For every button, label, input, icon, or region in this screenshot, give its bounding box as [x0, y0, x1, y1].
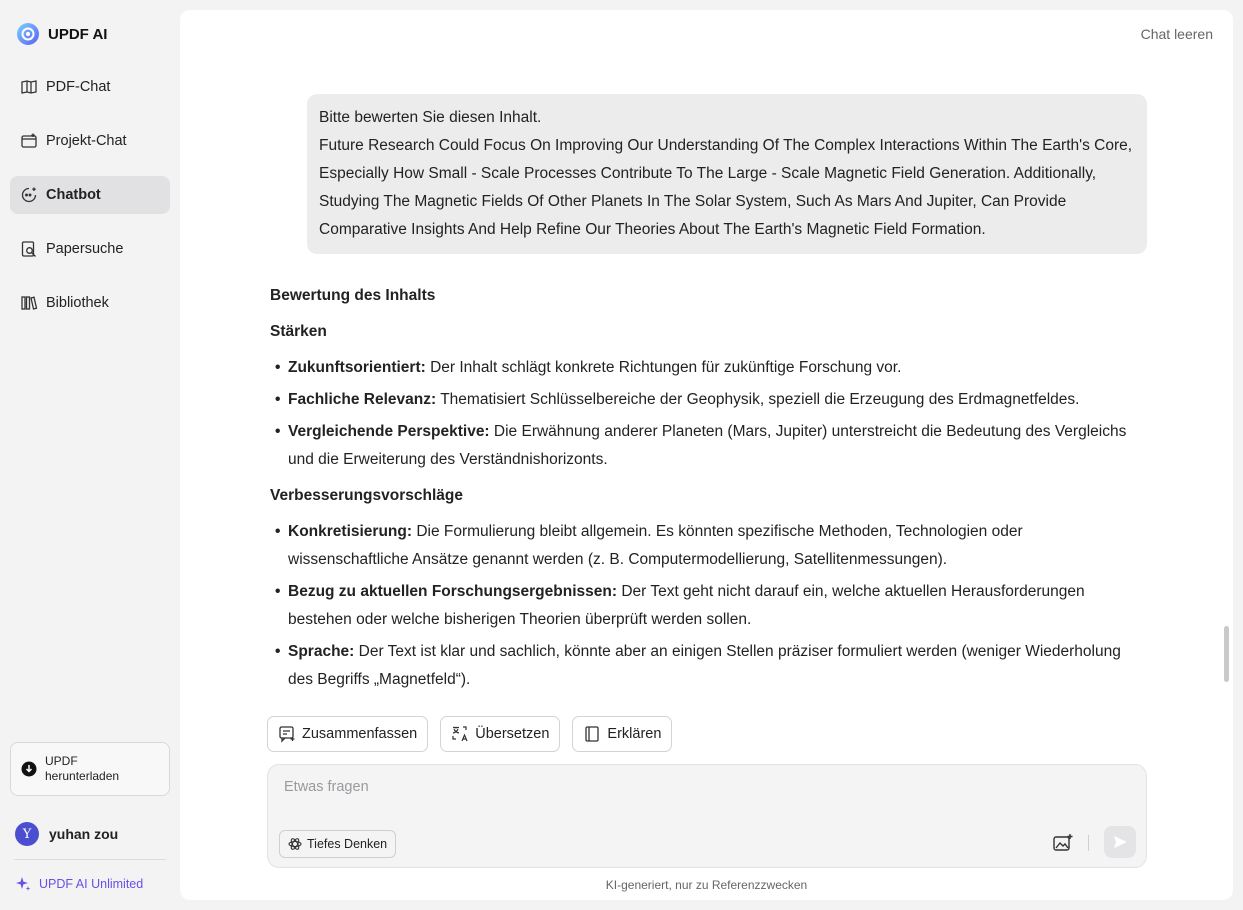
- book-icon: [583, 725, 601, 743]
- strengths-list: [270, 354, 1130, 474]
- improvements-heading: Verbesserungsvorschläge: [270, 487, 463, 504]
- list-item-text: Thematisiert Schlüsselbereiche der Geophysik, speziell die Erzeugung des Erdmagnetfeldes.: [436, 391, 1080, 408]
- paper-search-icon: [20, 240, 38, 258]
- download-icon: [21, 761, 37, 777]
- answer-title: Bewertung des Inhalts: [270, 287, 436, 304]
- deep-think-toggle[interactable]: [279, 830, 396, 858]
- explain-label: Erklären: [607, 726, 662, 742]
- brand-name: UPDF AI: [48, 25, 108, 43]
- sidebar-item-label: PDF-Chat: [46, 79, 111, 95]
- summarize-label: Zusammenfassen: [302, 726, 418, 742]
- atom-icon: [288, 837, 302, 851]
- send-button[interactable]: [1104, 826, 1136, 858]
- message-composer: [267, 764, 1147, 868]
- divider: [14, 859, 166, 860]
- user-name: yuhan zou: [49, 826, 119, 842]
- list-item: [270, 386, 1130, 414]
- sidebar: [0, 0, 180, 910]
- sidebar-item-label: Projekt-Chat: [46, 133, 127, 149]
- avatar: Y: [15, 822, 39, 846]
- list-item-text: Der Text geht nicht darauf ein, welche aktuellen Herausforderungen bestehen oder welche bisherigen Theorien überprüft werden sollen.: [288, 583, 1085, 628]
- translate-label: Übersetzen: [475, 726, 550, 742]
- upgrade-label: UPDF AI Unlimited: [39, 877, 144, 891]
- sidebar-item-papersuche[interactable]: [10, 230, 170, 268]
- folder-chat-icon: [20, 132, 38, 150]
- explain-button[interactable]: [572, 716, 672, 752]
- updf-logo-icon: [16, 22, 40, 46]
- list-item-term: Zukunftsorientiert:: [288, 359, 426, 376]
- pdf-chat-icon: [20, 78, 38, 96]
- sidebar-item-pdf-chat[interactable]: [10, 68, 170, 106]
- sidebar-item-chatbot[interactable]: [10, 176, 170, 214]
- list-item: [270, 518, 1130, 574]
- translate-icon: [451, 725, 469, 743]
- download-label: UPDF herunterladen: [45, 754, 120, 783]
- list-item-term: Sprache:: [288, 643, 355, 660]
- deep-think-label: Tiefes Denken: [307, 837, 388, 851]
- list-item: [270, 638, 1130, 694]
- chatbot-icon: [20, 186, 38, 204]
- brand[interactable]: [16, 22, 107, 46]
- list-item: [270, 418, 1130, 474]
- user-message: [307, 94, 1147, 254]
- translate-button[interactable]: [440, 716, 560, 752]
- quick-actions: [267, 716, 672, 752]
- list-item-term: Vergleichende Perspektive:: [288, 423, 490, 440]
- image-upload-icon[interactable]: [1052, 832, 1074, 854]
- user-message-line: Bitte bewerten Sie diesen Inhalt.: [319, 109, 542, 126]
- download-updf-button[interactable]: [10, 742, 170, 796]
- improvements-list: [270, 518, 1130, 694]
- sidebar-item-label: Bibliothek: [46, 295, 109, 311]
- list-item-text: Die Erwähnung anderer Planeten (Mars, Jupiter) unterstreicht die Bedeutung des Vergleichs und die Erweiterung des Verständnishorizonts.: [288, 423, 1127, 468]
- list-item: [270, 354, 1130, 382]
- sparkle-icon: [15, 876, 31, 892]
- user-message-line: Future Research Could Focus On Improving Our Understanding Of The Complex Interactions Within The Earth's Core, Especially How Small - Scale Processes Contribute To The Large - Scale Magnetic Field Generation. Additionally, Studying The Magnetic Fields Of Other Planets In The Solar System, Such As Mars And Jupiter, Can Provide Comparative Insights And Help Refine Our Theories About The Earth's Magnetic Field Formation.: [319, 137, 1133, 238]
- list-item-text: Die Formulierung bleibt allgemein. Es könnten spezifische Methoden, Technologien oder wissenschaftliche Ansätze genannt werden (z. B. Computermodellierung, Satellitenmessungen).: [288, 523, 1023, 568]
- chat-panel: [180, 10, 1233, 900]
- user-profile[interactable]: [15, 822, 118, 846]
- library-icon: [20, 294, 38, 312]
- assistant-answer: [270, 282, 1130, 702]
- list-item-text: Der Inhalt schlägt konkrete Richtungen für zukünftige Forschung vor.: [425, 359, 902, 376]
- send-icon: [1112, 834, 1128, 850]
- summarize-icon: [278, 725, 296, 743]
- list-item: [270, 578, 1130, 634]
- upgrade-link[interactable]: [15, 876, 143, 892]
- list-item-text: Der Text ist klar und sachlich, könnte aber an einigen Stellen präziser formuliert werden (weniger Wiederholung des Begriffs „Magnetfeld“).: [288, 643, 1121, 688]
- list-item-term: Konkretisierung:: [288, 523, 413, 540]
- clear-chat-button[interactable]: Chat leeren: [1140, 26, 1213, 42]
- separator: [1088, 835, 1089, 851]
- list-item-term: Bezug zu aktuellen Forschungsergebnissen:: [288, 583, 618, 600]
- sidebar-item-bibliothek[interactable]: [10, 284, 170, 322]
- disclaimer: KI-generiert, nur zu Referenzzwecken: [605, 878, 808, 892]
- list-item-term: Fachliche Relevanz:: [288, 391, 437, 408]
- summarize-button[interactable]: [267, 716, 428, 752]
- message-input[interactable]: [284, 779, 984, 795]
- sidebar-item-label: Chatbot: [46, 187, 101, 203]
- scrollbar-thumb[interactable]: [1224, 626, 1229, 682]
- strengths-heading: Stärken: [270, 323, 327, 340]
- sidebar-item-projekt-chat[interactable]: [10, 122, 170, 160]
- sidebar-item-label: Papersuche: [46, 241, 124, 257]
